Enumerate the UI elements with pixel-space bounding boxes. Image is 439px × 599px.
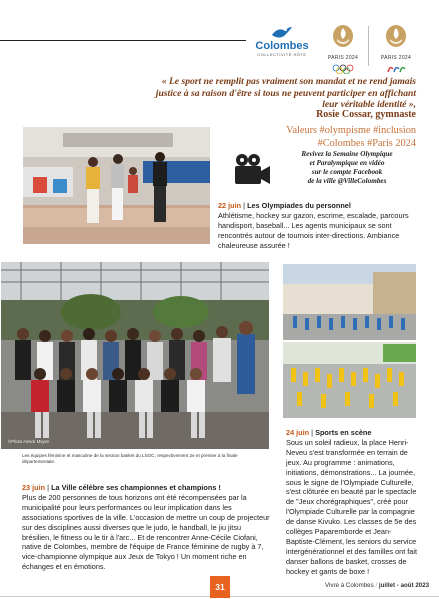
- dove-icon: [271, 26, 293, 40]
- photo-champions-group: [1, 262, 269, 449]
- article-body: Plus de 200 personnes de tous horizons ont été récompensées par la municipalité pour leurs performances ou leur implication dans les associations sportives de la ville. L'occasion de mettre un coup de projecteur sur des disciplines aussi diverses que le judo, le handball, le jiu jitsu brésilien, le fitness ou le tir à l'arc... Et de rencontrer Anne-Cécile Ciofani, native de Colombes, membre de l'équipe de France féminine de rugby à 7, vice-championne olympique aux Jeux de Tokyo ! Un moment riche en échanges et en émotions.: [22, 492, 270, 572]
- pull-quote: « Le sport ne remplit pas vraiment son mandat et ne rend jamais justice à sa raison d'être si tous ne peuvent participer en affichant leur véritable identité »,: [155, 76, 416, 110]
- photo-credit: ©Photo Annick Moyen: [8, 439, 50, 444]
- colombes-logo: [250, 26, 314, 56]
- header-rule: [0, 40, 246, 41]
- video-promo-line-1: Revivez la Semaine Olympique: [301, 150, 393, 158]
- article-body: Sous un soleil radieux, la place Henri-Neveu s'est transformée en terrain de jeux. Au programme : animations, initiations, démonstrations... La journée, sous le signe de l'Olympiade Culturelle, s'est clôturée en beauté par le spectacle de "Jeux chorégraphiques", créé pour l'Olympiade Culturelle par la compagnie de danse Kivuko. Les classes de 5e des collèges Paparemborde et Jean-Baptiste-Clément, les seniors du service intergénérationnel et des familles ont fait danser ballons de basket, crosses de hockey et gants de boxe !: [286, 437, 418, 576]
- paris-2024-olympic-logo: [325, 24, 361, 70]
- olympic-label: PARIS 2024: [327, 55, 359, 61]
- hashtags-line-2: #Colombes #Paris 2024: [317, 138, 416, 149]
- video-promo-text: [272, 150, 422, 186]
- footer-issue: [325, 582, 435, 589]
- article-date: 22 juin: [218, 201, 242, 210]
- photo-staff-olympiades: [23, 127, 210, 244]
- quote-author: Rosie Cossar, gymnaste: [316, 109, 416, 120]
- article-headline: La Ville célèbre ses championnes et champions !: [51, 483, 221, 492]
- article-sports-en-scene: [286, 428, 420, 577]
- city-name: Colombes: [255, 40, 309, 52]
- gym-scene-illustration: [23, 127, 210, 244]
- article-champions: [22, 483, 271, 572]
- issue-date: juillet - août 2023: [378, 582, 430, 589]
- paralympic-flame-icon: [385, 24, 407, 48]
- article-separator: |: [309, 428, 316, 437]
- article-headline: Sports en scène: [315, 428, 372, 437]
- video-promo-line-3: sur le compte Facebook: [311, 168, 383, 176]
- paralympic-label: PARIS 2024: [380, 55, 412, 61]
- page-number: 31: [210, 576, 230, 598]
- hashtags-line-1: Valeurs #olympisme #inclusion: [286, 125, 416, 136]
- city-subtitle: COLLECTIVITÉ HÔTE: [257, 52, 307, 57]
- article-headline: Les Olympiades du personnel: [247, 201, 351, 210]
- olympic-rings-icon: [332, 64, 354, 74]
- article-olympiades-personnel: [218, 201, 422, 251]
- article-date: 24 juin: [286, 428, 310, 437]
- video-promo-line-4: de la ville @VilleColombes: [307, 177, 387, 185]
- footer-separator: /: [373, 582, 379, 589]
- magazine-name: Vivre à Colombes: [325, 582, 374, 589]
- square-event-illustration: [283, 264, 416, 418]
- hashtags: [240, 124, 416, 150]
- article-body: Athlétisme, hockey sur gazon, escrime, escalade, parcours handisport, baseball... Les agents municipaux se sont rencontrés autour de tournois inter-directions. Ambiance chaleureuse assurée !: [218, 210, 409, 250]
- article-separator: |: [45, 483, 52, 492]
- article-separator: |: [241, 201, 248, 210]
- article-date: 23 juin: [22, 483, 46, 492]
- photo-caption: Les équipes féminine et masculine de la section basket du LSOC, respectivement 2e et premier à la finale départementale.: [22, 453, 238, 464]
- video-promo-line-2: et Paralympique en vidéo: [309, 159, 385, 167]
- video-camera-icon: [232, 152, 272, 188]
- olympic-flame-icon: [332, 24, 354, 48]
- agitos-icon: [385, 64, 407, 74]
- group-photo-illustration: [1, 262, 269, 449]
- photo-sports-en-scene: [283, 264, 416, 418]
- logo-separator: [368, 26, 369, 66]
- paris-2024-paralympic-logo: [378, 24, 414, 70]
